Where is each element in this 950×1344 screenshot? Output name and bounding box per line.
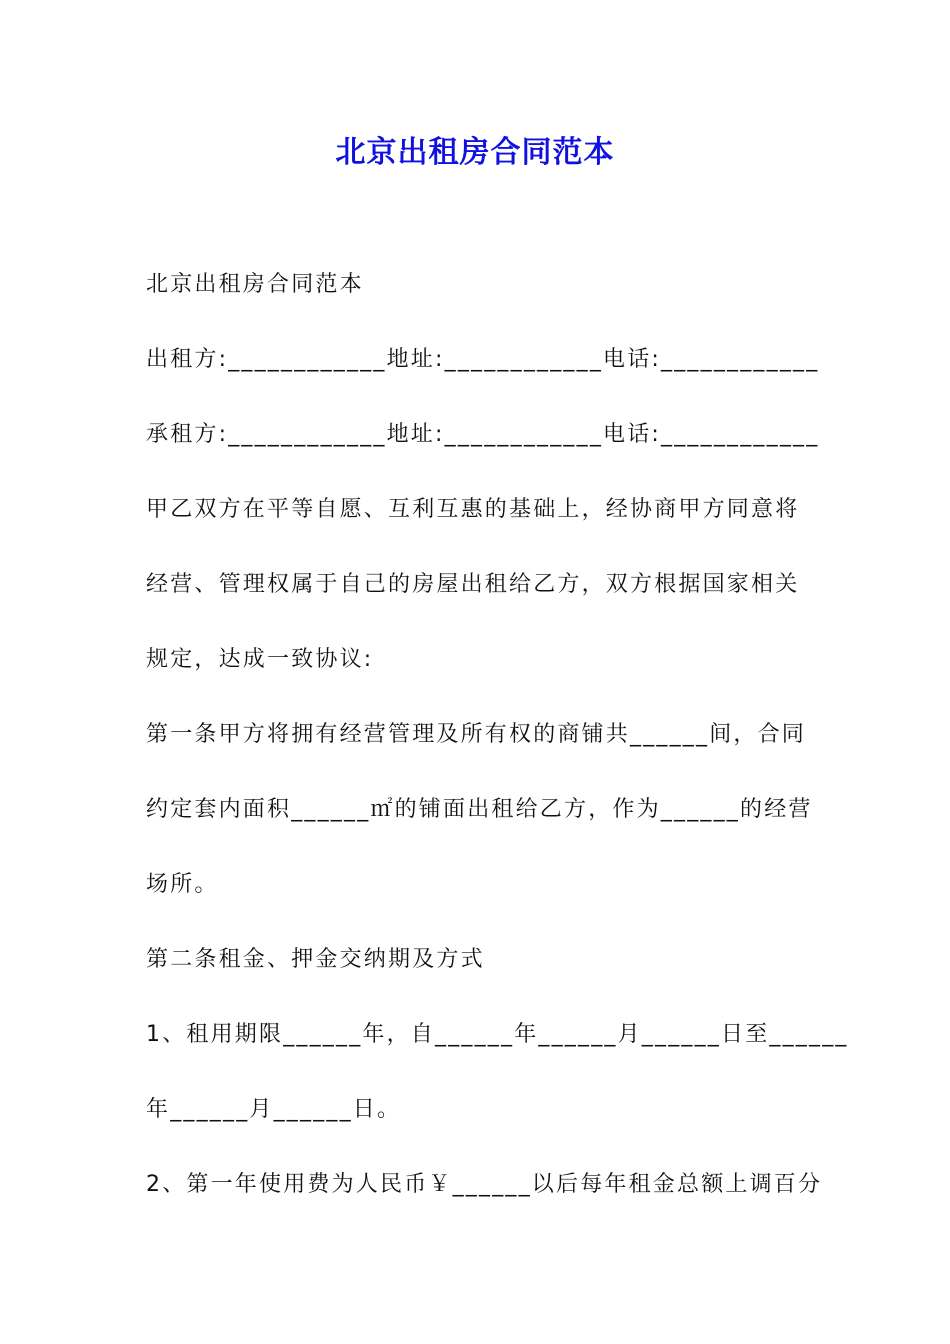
body-line-article1-2: 约定套内面积______㎡的铺面出租给乙方，作为______的经营 <box>146 797 813 822</box>
body-line-rent: 2、第一年使用费为人民币￥______以后每年租金总额上调百分 <box>146 1172 823 1197</box>
body-line-article1-3: 场所。 <box>146 872 219 897</box>
document-title: 北京出租房合同范本 <box>335 135 615 170</box>
body-line-preamble-3: 规定，达成一致协议: <box>146 647 374 672</box>
body-line-heading: 北京出租房合同范本 <box>146 272 364 297</box>
body-line-lessee: 承租方:____________地址:____________电话:____________ <box>146 422 820 447</box>
body-line-preamble-2: 经营、管理权属于自己的房屋出租给乙方，双方根据国家相关 <box>146 572 800 597</box>
body-line-term-2: 年______月______日。 <box>146 1097 402 1122</box>
document-body <box>146 262 849 1237</box>
body-line-lessor: 出租方:____________地址:____________电话:____________ <box>146 347 820 372</box>
body-line-article1-1: 第一条甲方将拥有经营管理及所有权的商铺共______间，合同 <box>146 722 807 747</box>
body-line-article2-heading: 第二条租金、押金交纳期及方式 <box>146 947 485 972</box>
body-line-preamble-1: 甲乙双方在平等自愿、互利互惠的基础上，经协商甲方同意将 <box>146 497 800 522</box>
body-line-term-1: 1、租用期限______年，自______年______月______日至______ <box>146 1022 849 1047</box>
